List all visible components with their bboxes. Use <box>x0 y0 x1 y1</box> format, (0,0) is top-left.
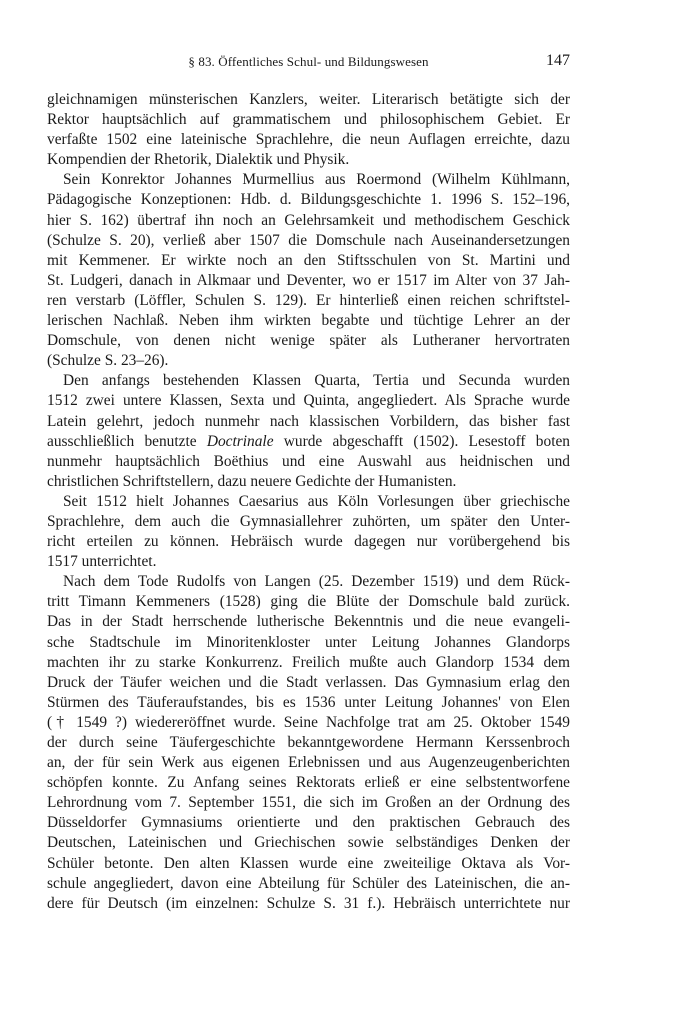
text-line: nunmehr hauptsächlich Boëthius und eine Auswahl aus heidnischen und <box>47 452 570 470</box>
text-line: Deutschen, Lateinischen und Griechischen sowie selbständiges Denken der <box>47 834 570 852</box>
text-segment: ausschließlich benutzte <box>47 432 207 450</box>
text-line: Den anfangs bestehenden Klassen Quarta, Tertia und Secunda wurden <box>63 372 570 390</box>
text-line: lerischen Nachlaß. Neben ihm wirkten begabte und tüchtige Lehrer an der <box>47 312 570 330</box>
running-head <box>47 53 570 77</box>
text-line: 1512 zwei untere Klassen, Sexta und Quinta, angegliedert. Als Sprache wurde <box>47 392 570 410</box>
text-line: verfaßte 1502 eine lateinische Sprachlehre, die neun Auflagen erreichte, dazu <box>47 131 570 149</box>
text-line: christlichen Schriftstellern, dazu neuere Gedichte der Humanisten. <box>47 472 457 490</box>
text-line <box>47 432 570 452</box>
text-line: mit Kemmener. Er wirkte noch an den Stiftsschulen von St. Martini und <box>47 251 570 269</box>
text-line: Druck der Täufer weichen und die Stadt verlassen. Das Gymnasium erlag den <box>47 673 570 691</box>
text-line: sche Stadtschule im Minoritenkloster unter Leitung Johannes Glandorps <box>47 633 570 651</box>
text-line: Kompendien der Rhetorik, Dialektik und Physik. <box>47 151 350 169</box>
text-line: Schüler betonte. Den alten Klassen wurde eine zweiteilige Oktava als Vor- <box>47 854 570 872</box>
running-title: § 83. Öffentliches Schul- und Bildungswesen <box>188 54 429 69</box>
text-line: (Schulze S. 20), verließ aber 1507 die Domschule nach Auseinandersetzungen <box>47 231 570 249</box>
text-line: Lehrordnung vom 7. September 1551, die sich im Großen an der Ordnung des <box>47 794 570 812</box>
text-line: Das in der Stadt herrschende lutherische Bekenntnis und die neue evangeli- <box>47 613 570 631</box>
text-line: schule angegliedert, davon eine Abteilung für Schüler des Lateinischen, die an- <box>47 874 570 892</box>
text-line: dere für Deutsch (im einzelnen: Schulze S. 31 f.). Hebräisch unterrichtete nur <box>47 894 570 912</box>
text-segment: wurde abgeschafft (1502). Lesestoff boten <box>273 432 571 450</box>
text-line: Rektor hauptsächlich auf grammatischem und philosophischem Gebiet. Er <box>47 111 570 129</box>
text-line: (Schulze S. 23–26). <box>47 352 169 370</box>
text-line: Sein Konrektor Johannes Murmellius aus Roermond (Wilhelm Kühlmann, <box>63 171 570 189</box>
text-line: schöpfen konnte. Zu Anfang seines Rektorats erließ er eine selbstentworfene <box>47 774 570 792</box>
text-line: 1517 unterrichtet. <box>47 553 157 571</box>
page-number: 147 <box>546 52 570 69</box>
text-line: Stürmen des Täuferaufstandes, bis es 1536 unter Leitung Johannes' von Elen <box>47 693 570 711</box>
text-line: Pädagogische Konzeptionen: Hdb. d. Bildungsgeschichte 1. 1996 S. 152–196, <box>47 191 570 209</box>
text-line: Sprachlehre, dem auch die Gymnasiallehrer zuhörten, um später den Unter- <box>47 512 570 530</box>
text-line: Domschule, von denen nicht wenige später als Lutheraner hervortraten <box>47 332 570 350</box>
text-line: Latein gelehrt, jedoch nunmehr nach klassischen Vorbildern, das bisher fast <box>47 412 570 430</box>
text-line: Düsseldorfer Gymnasiums orientierte und den praktischen Gebrauch des <box>47 814 570 832</box>
text-line: richt erteilen zu können. Hebräisch wurde dagegen nur vorübergehend bis <box>47 533 570 551</box>
text-line: Seit 1512 hielt Johannes Caesarius aus Köln Vorlesungen über griechische <box>63 492 570 510</box>
body-text <box>47 90 570 914</box>
text-line: ren verstarb (Löffler, Schulen S. 129). Er hinterließ einen reichen schriftstel- <box>47 291 570 309</box>
text-line: hier S. 162) übertraf ihn noch an Gelehrsamkeit und methodischem Geschick <box>47 211 570 229</box>
text-line: († 1549 ?) wiedereröffnet wurde. Seine Nachfolge trat am 25. Oktober 1549 <box>47 713 570 731</box>
text-line: St. Ludgeri, danach in Alkmaar und Deventer, wo er 1517 im Alter von 37 Jah- <box>47 271 570 289</box>
book-title-doctrinale: Doctrinale <box>206 432 274 450</box>
text-line: Nach dem Tode Rudolfs von Langen (25. Dezember 1519) und dem Rück- <box>63 573 570 591</box>
text-line: gleichnamigen münsterischen Kanzlers, weiter. Literarisch betätigte sich der <box>47 91 570 108</box>
text-line: machten ihr zu starke Konkurrenz. Freilich mußte auch Glandorp 1534 dem <box>47 653 570 671</box>
text-line: tritt Timann Kemmeners (1528) ging die Blüte der Domschule bald zurück. <box>47 593 570 611</box>
text-line: an, der für sein Werk aus eigenen Erlebnissen und aus Augenzeugenberichten <box>47 754 570 772</box>
text-line: der durch seine Täufergeschichte bekanntgewordene Hermann Kerssenbroch <box>47 734 570 751</box>
